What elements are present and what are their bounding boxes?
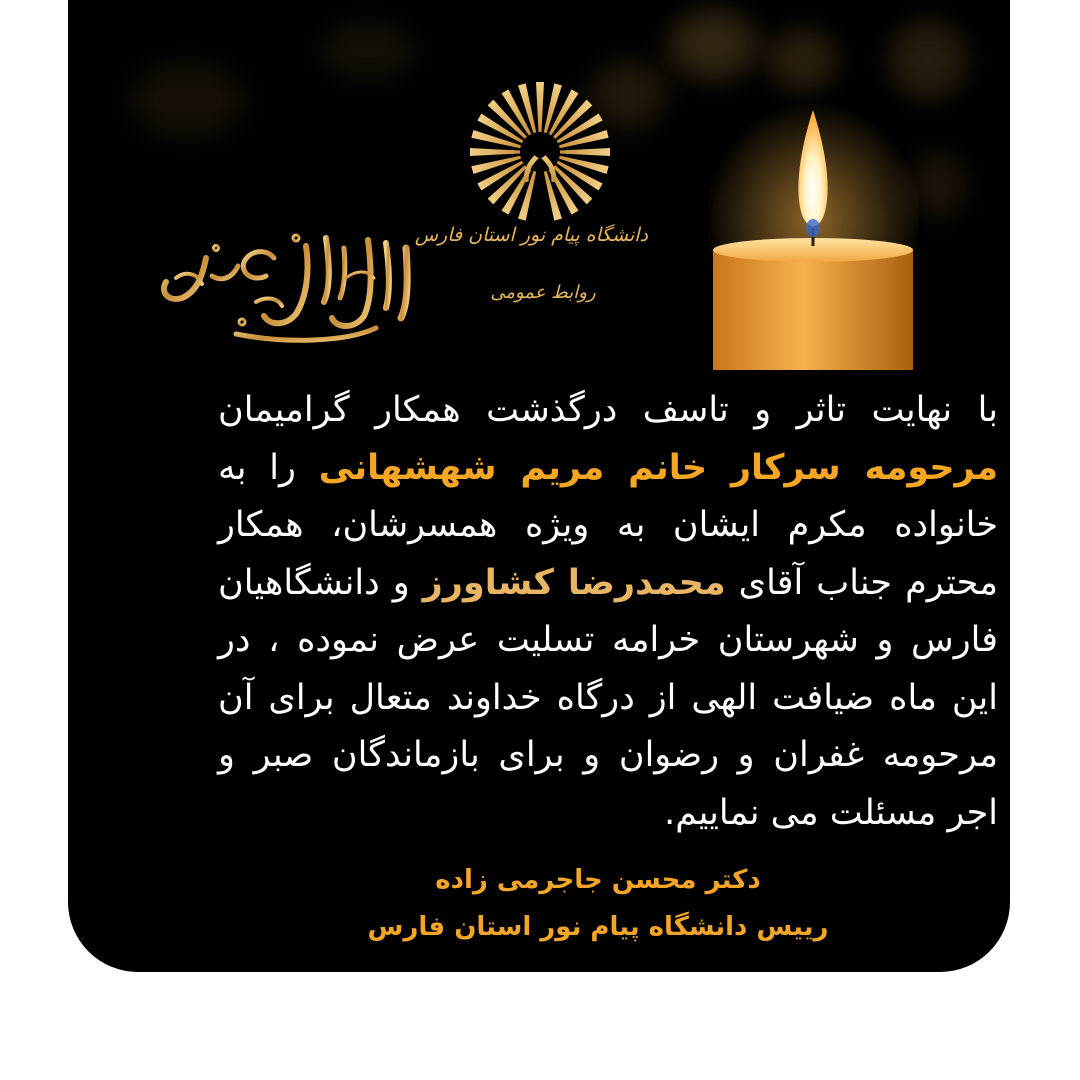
deceased-name: مرحومه سرکار خانم مریم شهشهانی — [318, 447, 998, 488]
university-name: دانشگاه پیام نور استان فارس — [414, 224, 648, 246]
inna-lillahi-calligraphy — [146, 218, 426, 348]
message-part-1: با نهایت تاثر و تاسف درگذشت همکار گرامیمان — [218, 390, 998, 430]
condolence-message — [218, 382, 998, 842]
message-part-2: را به خانواده مکرم ایشان به ویژه همسرشان، همکار محترم جناب آقای — [218, 447, 998, 603]
sunburst-emblem-icon — [466, 78, 614, 226]
department-name: روابط عمومی — [490, 282, 596, 303]
spouse-name: محمدرضا کشاورز — [422, 562, 726, 603]
signatory-title: رییس دانشگاه پیام نور استان فارس — [367, 912, 829, 942]
signatory-name: دکتر محسن جاجرمی زاده — [435, 865, 761, 895]
lit-candle-icon — [708, 100, 918, 370]
condolence-card — [68, 0, 1010, 972]
message-part-3: و دانشگاهیان فارس و شهرستان خرامه تسلیت عرض نموده ، در این ماه ضیافت الهی از درگاه خداوند متعال برای آن مرحومه غفران و رضوان و برای بازماندگان صبر و اجر مسئلت می نماییم. — [218, 562, 998, 833]
